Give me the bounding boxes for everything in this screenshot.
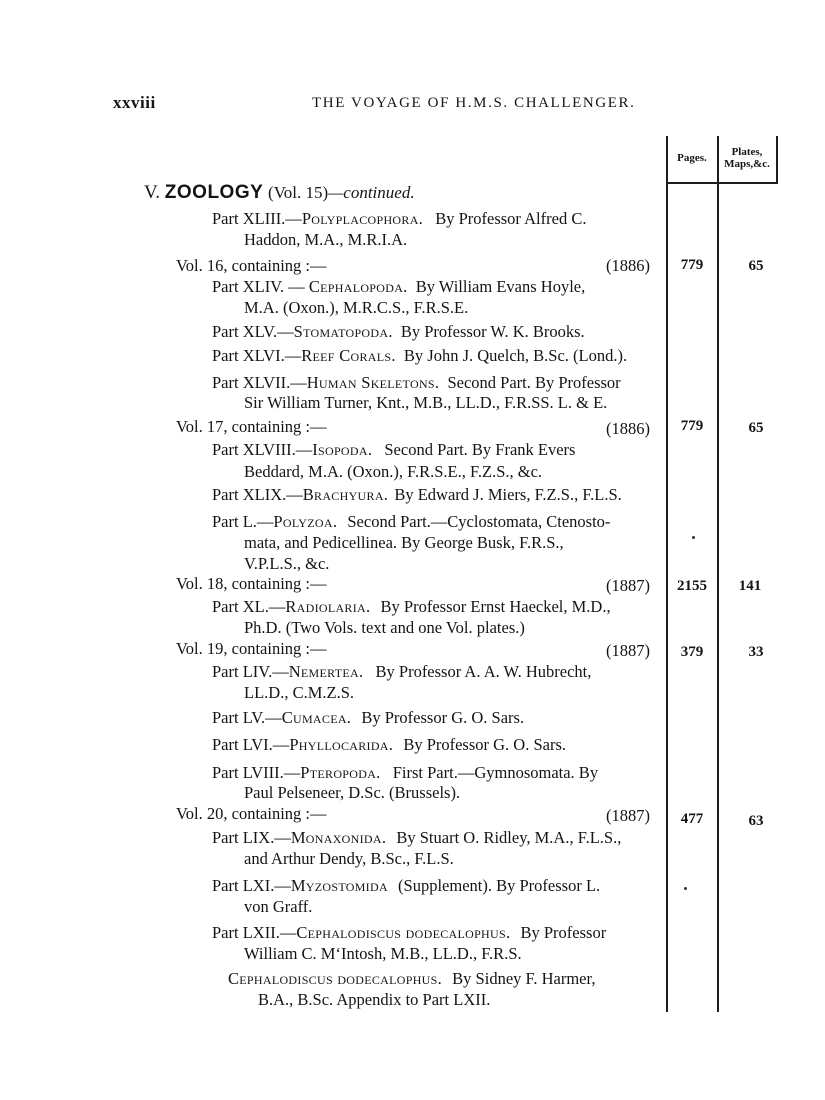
volume-20-year: (1887) — [606, 806, 650, 825]
entry-title: Brachyura. — [302, 485, 389, 504]
column-header-rule — [666, 182, 778, 184]
entry-title: Nemertea. — [288, 662, 364, 681]
entry-lead: Part LXII.— — [212, 923, 297, 942]
entry-part-xliii-line2: Haddon, M.A., M.R.I.A. — [244, 230, 408, 249]
entry-rest: Second Part. By Professor — [447, 373, 621, 392]
section-roman: V. — [144, 182, 161, 203]
volume-19-plates: 33 — [748, 644, 764, 660]
plates-heading-line2: Maps,&c. — [724, 158, 770, 170]
entry-rest: By Professor W. K. Brooks. — [400, 322, 585, 341]
entry-part-liv — [212, 662, 591, 682]
entry-rest: By Professor A. A. W. Hubrecht, — [375, 662, 592, 681]
section-continued: —continued. — [328, 183, 415, 202]
leader-dot — [692, 536, 695, 539]
volume-19-pages: 379 — [680, 644, 704, 660]
volume-17-pages: 779 — [680, 418, 704, 434]
volume-16-year: (1886) — [606, 256, 650, 275]
entry-rest: Second Part. By Frank Evers — [384, 440, 576, 459]
page-number: xxviii — [113, 93, 156, 112]
entry-rest: By William Evans Hoyle, — [415, 277, 586, 296]
entry-part-lv — [212, 708, 524, 728]
entry-title: Pteropoda. — [300, 763, 381, 782]
volume-16-label: Vol. 16, containing :— — [176, 256, 327, 275]
entry-part-lviii — [212, 763, 598, 783]
entry-title: Monaxonida. — [290, 828, 387, 847]
entry-rest: By Professor Alfred C. — [435, 209, 587, 228]
plates-column-heading — [718, 146, 776, 170]
entry-title: Human Skeletons. — [306, 373, 440, 392]
entry-part-xlviii — [212, 440, 575, 460]
entry-lead: Part LXI.— — [212, 876, 291, 895]
entry-title: Isopoda. — [312, 440, 373, 459]
volume-17-plates: 65 — [748, 420, 764, 436]
section-volume: (Vol. 15) — [268, 183, 329, 202]
entry-part-l — [212, 512, 610, 532]
entry-title: Cephalopoda. — [308, 277, 408, 296]
entry-part-xlvii-line2: Sir William Turner, Knt., M.B., LL.D., F.R.SS. L. & E. — [244, 393, 608, 412]
entry-part-xlvi — [212, 346, 627, 366]
entry-part-xliv-line2: M.A. (Oxon.), M.R.C.S., F.R.S.E. — [244, 298, 469, 317]
entry-part-xlviii-line2: Beddard, M.A. (Oxon.), F.R.S.E., F.Z.S., &c. — [244, 462, 543, 481]
entry-lead: Part LVI.— — [212, 735, 290, 754]
entry-part-liv-line2: LL.D., C.M.Z.S. — [244, 683, 355, 702]
entry-rest: By John J. Quelch, B.Sc. (Lond.). — [403, 346, 628, 365]
entry-lead: Part LVIII.— — [212, 763, 301, 782]
entry-rest: By Stuart O. Ridley, M.A., F.L.S., — [396, 828, 622, 847]
entry-rest: By Professor G. O. Sars. — [361, 708, 525, 727]
running-title: THE VOYAGE OF H.M.S. CHALLENGER. — [312, 95, 636, 111]
entry-lead: Part LIX.— — [212, 828, 291, 847]
volume-19-year: (1887) — [606, 641, 650, 660]
entry-title: Stomatopoda. — [293, 322, 393, 341]
entry-part-xlvii — [212, 373, 621, 393]
entry-lead: Part XLIII.— — [212, 209, 302, 228]
section-name: ZOOLOGY — [164, 182, 264, 203]
entry-part-lviii-line2: Paul Pelseneer, D.Sc. (Brussels). — [244, 783, 461, 802]
entry-lead: Part XLVII.— — [212, 373, 307, 392]
entry-title: Polyplacophora. — [301, 209, 424, 228]
volume-19-label: Vol. 19, containing :— — [176, 639, 327, 658]
entry-part-lvi — [212, 735, 566, 755]
entry-rest: By Professor Ernst Haeckel, M.D., — [380, 597, 611, 616]
volume-16-plates: 65 — [748, 258, 764, 274]
entry-title: Radiolaria. — [285, 597, 371, 616]
entry-part-xlix — [212, 485, 622, 505]
entry-part-lix — [212, 828, 621, 848]
entry-lead: Part LV.— — [212, 708, 282, 727]
entry-part-lxii — [212, 923, 606, 943]
entry-part-xliv — [212, 277, 585, 297]
entry-lead: Part L.— — [212, 512, 274, 531]
entry-rest: By Edward J. Miers, F.Z.S., F.L.S. — [394, 485, 622, 504]
entry-part-xliii — [212, 209, 586, 229]
entry-lead: Part XLVI.— — [212, 346, 302, 365]
entry-part-lxii-line2: William C. M‘Intosh, M.B., LL.D., F.R.S. — [244, 944, 522, 963]
entry-appendix-line2: B.A., B.Sc. Appendix to Part LXII. — [258, 990, 491, 1009]
entry-appendix — [228, 969, 595, 989]
entry-title: Cumacea. — [281, 708, 352, 727]
volume-18-label: Vol. 18, containing :— — [176, 574, 327, 593]
volume-18-pages: 2155 — [677, 578, 707, 594]
pages-column-heading: Pages. — [677, 152, 707, 164]
entry-title: Cephalodiscus dodecalophus. — [296, 923, 511, 942]
entry-rest: (Supplement). By Professor L. — [398, 876, 601, 895]
leader-dot — [684, 887, 687, 890]
volume-16-pages: 779 — [680, 257, 704, 273]
entry-part-lxi — [212, 876, 600, 896]
column-rule-middle — [717, 136, 719, 1012]
entry-title: Reef Corals. — [301, 346, 396, 365]
entry-part-lxi-line2: von Graff. — [244, 897, 313, 916]
entry-rest: By Sidney F. Harmer, — [452, 969, 596, 988]
section-heading — [144, 182, 415, 204]
entry-lead: Part XLIV. — — [212, 277, 309, 296]
entry-part-xl-line2: Ph.D. (Two Vols. text and one Vol. plates.) — [244, 618, 525, 637]
entry-lead: Part LIV.— — [212, 662, 289, 681]
volume-18-plates: 141 — [738, 578, 762, 594]
volume-18-year: (1887) — [606, 576, 650, 595]
volume-20-plates: 63 — [748, 813, 764, 829]
entry-rest: By Professor G. O. Sars. — [403, 735, 567, 754]
entry-lead: Part XLIX.— — [212, 485, 303, 504]
entry-part-l-line2: mata, and Pedicellinea. By George Busk, F.R.S., — [244, 533, 564, 552]
entry-title: Cephalodiscus dodecalophus. — [228, 969, 443, 988]
entry-part-xl — [212, 597, 611, 617]
volume-20-pages: 477 — [680, 811, 704, 827]
entry-title: Phyllocarida. — [289, 735, 394, 754]
volume-20-label: Vol. 20, containing :— — [176, 804, 327, 823]
volume-17-year: (1886) — [606, 419, 650, 438]
volume-17-label: Vol. 17, containing :— — [176, 417, 327, 436]
entry-part-lix-line2: and Arthur Dendy, B.Sc., F.L.S. — [244, 849, 454, 868]
entry-lead: Part XLVIII.— — [212, 440, 313, 459]
entry-title: Polyzoa. — [273, 512, 338, 531]
entry-title: Myzostomida — [290, 876, 388, 895]
entry-rest: Second Part.—Cyclostomata, Ctenosto- — [347, 512, 611, 531]
entry-lead: Part XLV.— — [212, 322, 294, 341]
entry-lead: Part XL.— — [212, 597, 286, 616]
plates-heading-line1: Plates, — [731, 146, 763, 158]
entry-rest: By Professor — [520, 923, 607, 942]
entry-part-l-line3: V.P.L.S., &c. — [244, 554, 330, 573]
entry-rest: First Part.—Gymnosomata. By — [392, 763, 599, 782]
entry-part-xlv — [212, 322, 585, 342]
column-rule-right — [776, 136, 778, 182]
